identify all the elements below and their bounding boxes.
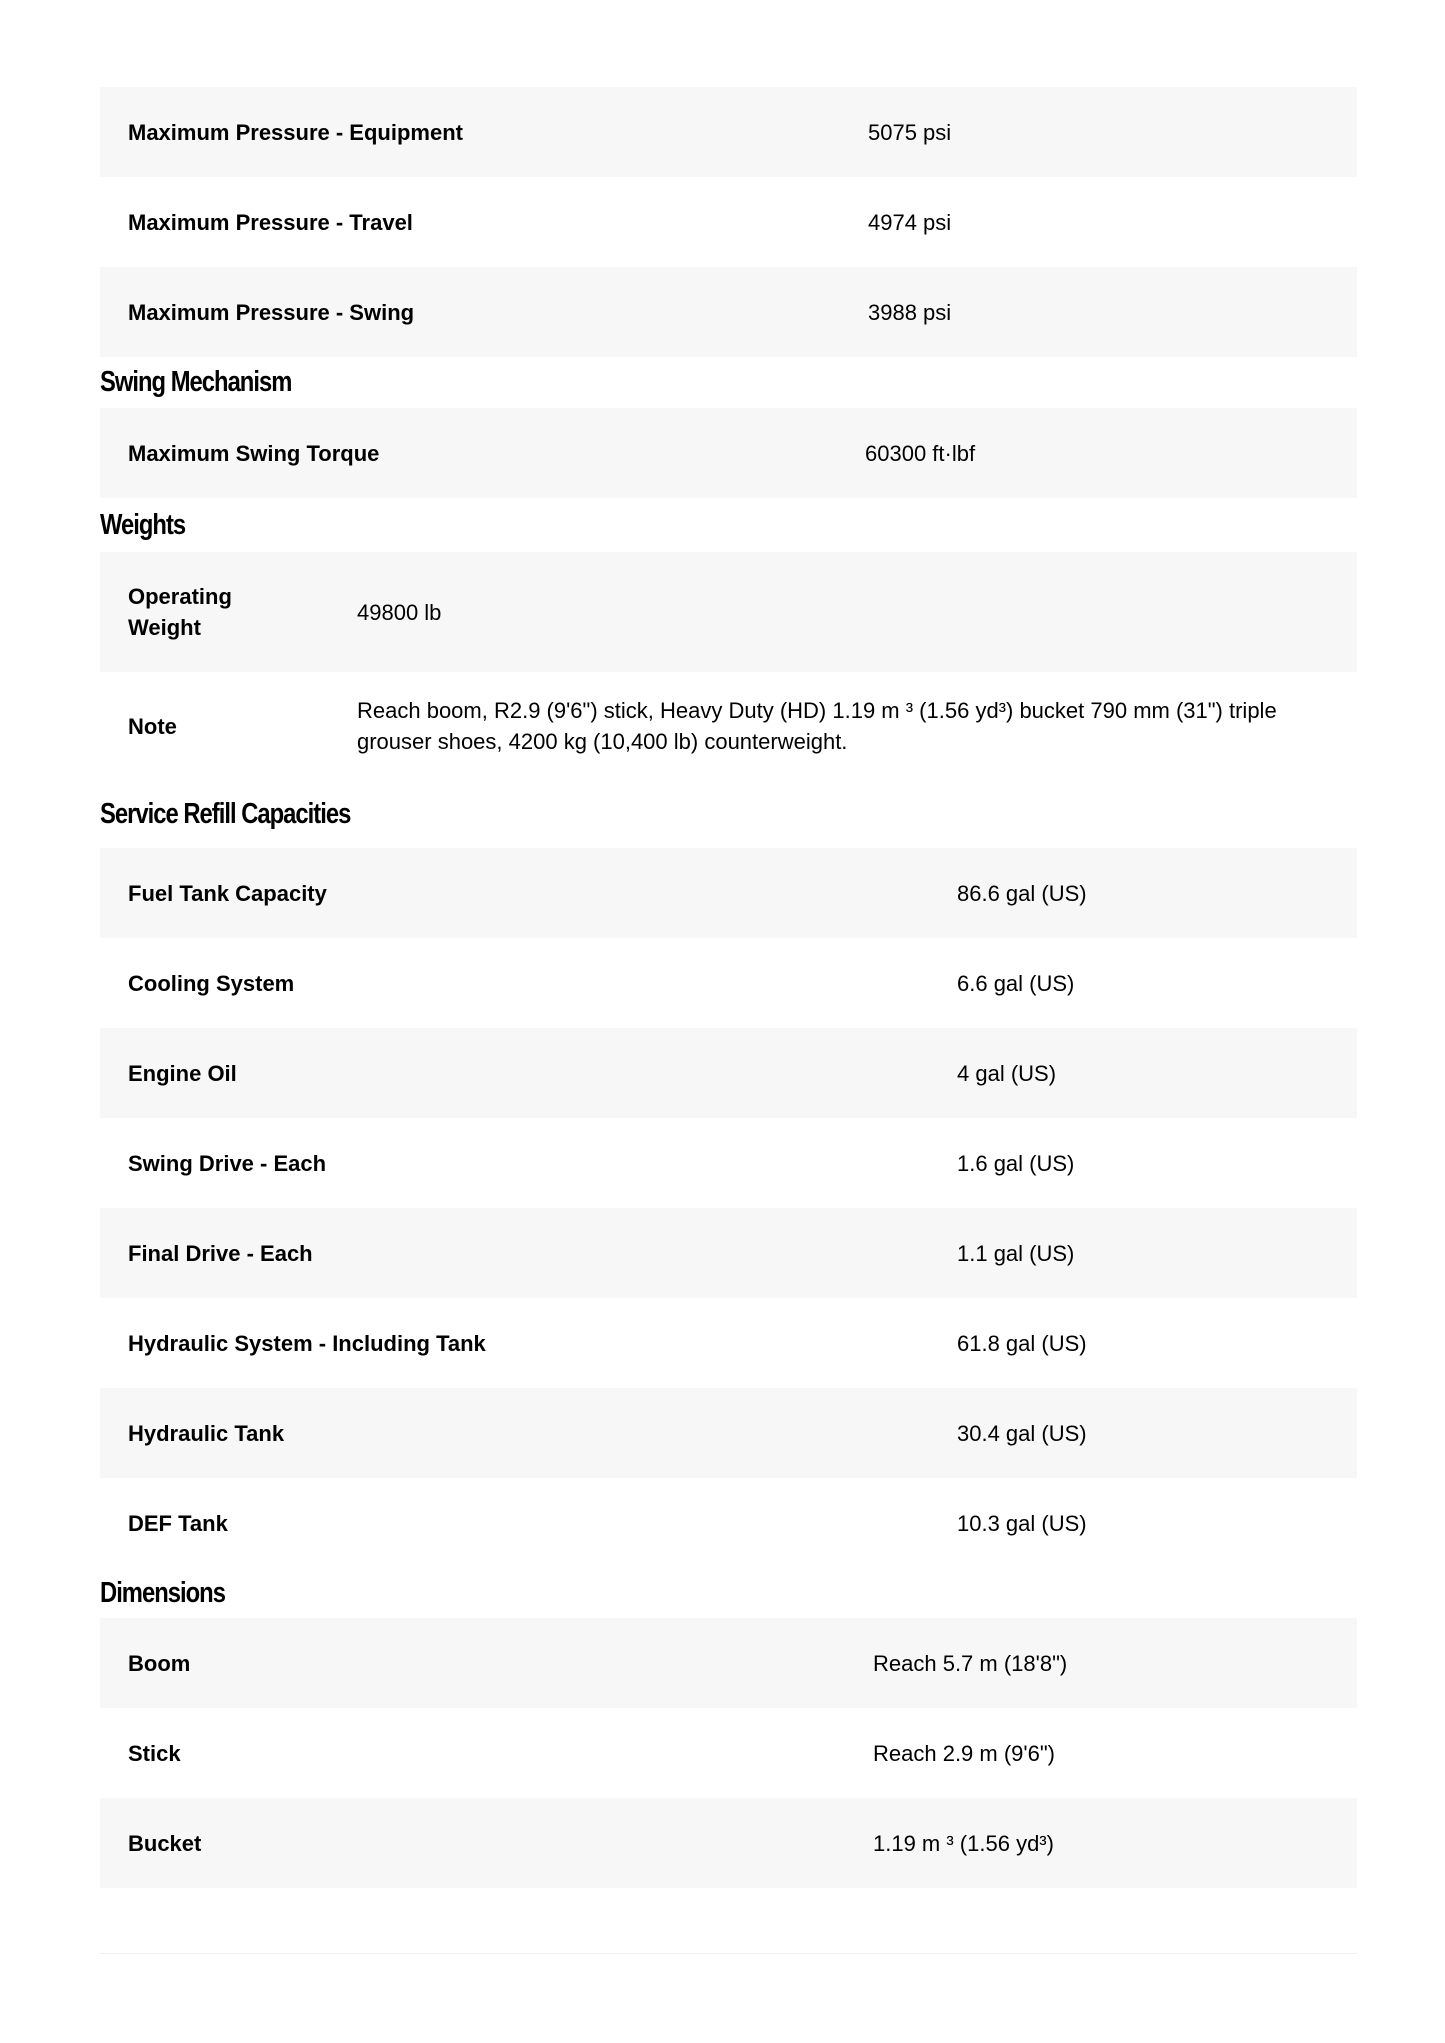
spec-label: Fuel Tank Capacity <box>128 880 327 906</box>
spec-value: 1.1 gal (US) <box>957 1240 1075 1266</box>
section-heading-weights: Weights <box>100 509 186 541</box>
spec-label: Swing Drive - Each <box>128 1150 327 1176</box>
table-row <box>100 1618 1357 1708</box>
spec-value: 10.3 gal (US) <box>957 1510 1087 1536</box>
table-row <box>100 1388 1357 1478</box>
spec-label: Maximum Pressure - Swing <box>128 299 415 325</box>
table-row <box>100 672 1357 780</box>
swing-mechanism-table <box>100 408 1357 498</box>
table-row <box>100 1118 1357 1208</box>
spec-label: Hydraulic System - Including Tank <box>128 1330 486 1356</box>
spec-label: Stick <box>128 1740 181 1766</box>
spec-value: 49800 lb <box>357 599 442 625</box>
weights-table <box>100 552 1357 780</box>
spec-value: Reach 2.9 m (9'6") <box>873 1740 1055 1766</box>
spec-label: Maximum Pressure - Travel <box>128 209 413 235</box>
spec-label: Operating Weight <box>128 584 232 640</box>
spec-value: 86.6 gal (US) <box>957 880 1087 906</box>
section-divider <box>100 1953 1357 1954</box>
spec-label: Bucket <box>128 1830 202 1856</box>
table-row <box>100 177 1357 267</box>
spec-label: Final Drive - Each <box>128 1240 313 1266</box>
table-row <box>100 1708 1357 1798</box>
spec-value: 4974 psi <box>868 209 952 235</box>
spec-value: 3988 psi <box>868 299 952 325</box>
table-row <box>100 938 1357 1028</box>
spec-value: 4 gal (US) <box>957 1060 1057 1086</box>
spec-value: 30.4 gal (US) <box>957 1420 1087 1446</box>
service-refill-table <box>100 848 1357 1568</box>
table-row <box>100 1028 1357 1118</box>
spec-value: 61.8 gal (US) <box>957 1330 1087 1356</box>
spec-label: Note <box>128 713 177 739</box>
spec-label: Maximum Swing Torque <box>128 440 380 466</box>
spec-value: 5075 psi <box>868 119 952 145</box>
spec-label: Hydraulic Tank <box>128 1420 285 1446</box>
table-row <box>100 1798 1357 1888</box>
spec-value: 1.6 gal (US) <box>957 1150 1075 1176</box>
spec-note-value: Reach boom, R2.9 (9'6") stick, Heavy Duty (HD) 1.19 m ³ (1.56 yd³) bucket 790 mm (31") triple grouser shoes, 4200 kg (10,400 lb) counterweight. <box>357 698 1277 754</box>
section-heading-swing-mechanism: Swing Mechanism <box>100 366 292 398</box>
section-heading-service-refill-capacities: Service Refill Capacities <box>100 798 351 830</box>
table-row <box>100 848 1357 938</box>
table-row <box>100 87 1357 177</box>
spec-document <box>100 87 1357 1888</box>
table-row <box>100 267 1357 357</box>
table-row <box>100 1478 1357 1568</box>
dimensions-table <box>100 1618 1357 1888</box>
spec-value: 1.19 m ³ (1.56 yd³) <box>873 1830 1054 1856</box>
spec-value: Reach 5.7 m (18'8") <box>873 1650 1068 1676</box>
spec-label: Maximum Pressure - Equipment <box>128 119 463 145</box>
spec-label: DEF Tank <box>128 1510 228 1536</box>
spec-label: Cooling System <box>128 970 295 996</box>
hydraulic-pressure-table <box>100 87 1357 357</box>
section-heading-dimensions: Dimensions <box>100 1577 225 1609</box>
table-row <box>100 408 1357 498</box>
spec-value: 60300 ft·lbf <box>865 440 976 466</box>
spec-label: Boom <box>128 1650 191 1676</box>
spec-value: 6.6 gal (US) <box>957 970 1075 996</box>
table-row <box>100 552 1357 672</box>
table-row <box>100 1298 1357 1388</box>
table-row <box>100 1208 1357 1298</box>
spec-label: Engine Oil <box>128 1060 237 1086</box>
